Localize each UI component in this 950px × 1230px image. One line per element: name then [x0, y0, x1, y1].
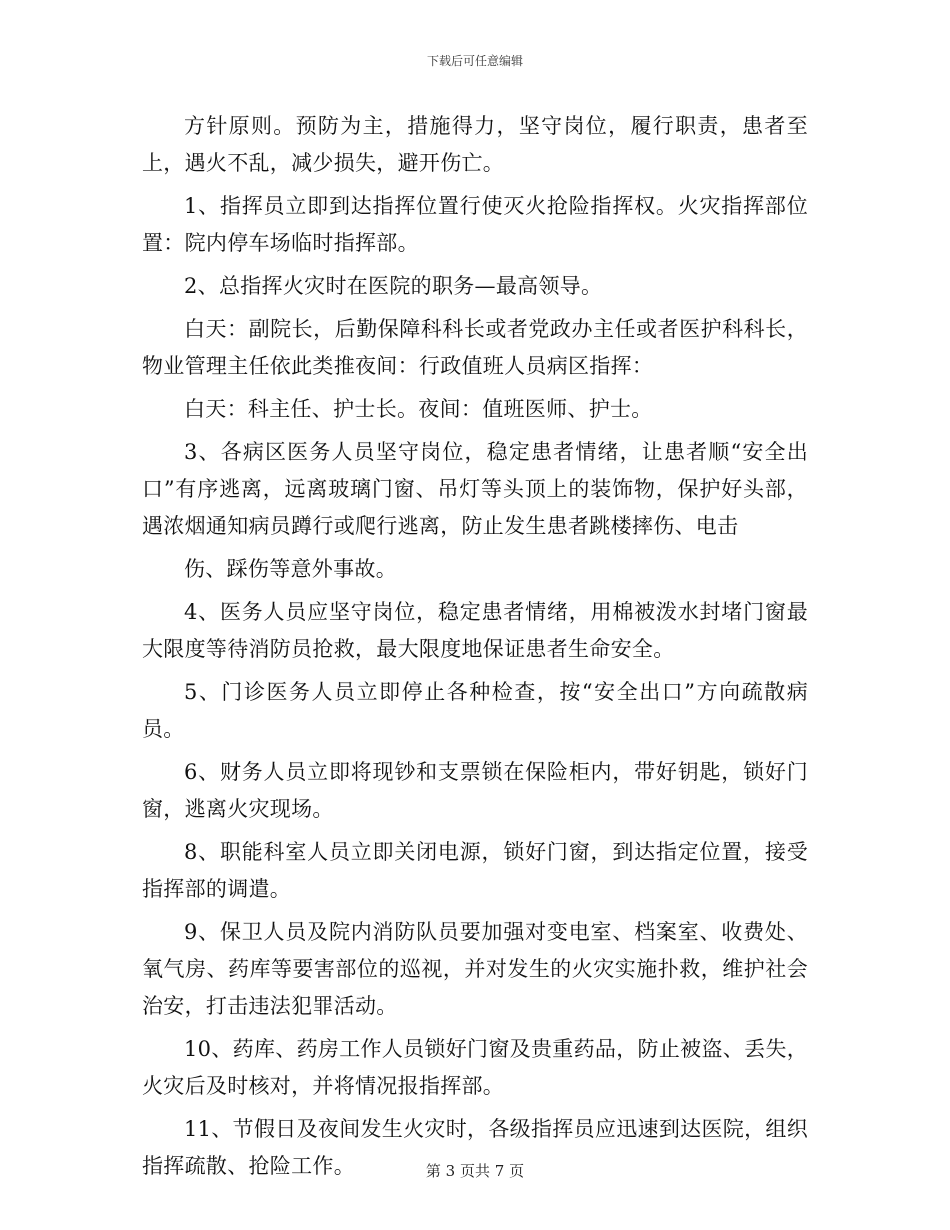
- paragraph-item-2: 2、总指挥火灾时在医院的职务—最高领导。: [184, 274, 603, 298]
- paragraph-item-8: 8、职能科室人员立即关闭电源，锁好门窗，到达指定位置，接受指挥部的调遣。: [142, 840, 808, 901]
- paragraph-item-5: 5、门诊医务人员立即停止各种检查，按“安全出口”方向疏散病员。: [142, 680, 808, 741]
- paragraph-item-3-continued: 伤、踩伤等意外事故。: [184, 557, 397, 581]
- document-body: [142, 108, 808, 1191]
- paragraph-item-4: 4、医务人员应坚守岗位，稳定患者情绪，用棉被泼水封堵门窗最大限度等待消防员抢救，最大限度地保证患者生命安全。: [142, 600, 808, 661]
- paragraph-principle: 方针原则。预防为主，措施得力，坚守岗位，履行职责，患者至上，遇火不乱，减少损失，避开伤亡。: [142, 114, 808, 175]
- paragraph-item-9: 9、保卫人员及院内消防队员要加强对变电室、档案室、收费处、氧气房、药库等要害部位的巡视，并对发生的火灾实施扑救，维护社会治安，打击违法犯罪活动。: [142, 920, 808, 1018]
- paragraph-item-6: 6、财务人员立即将现钞和支票锁在保险柜内，带好钥匙，锁好门窗，逃离火灾现场。: [142, 760, 808, 821]
- paragraph-item-1: 1、指挥员立即到达指挥位置行使灭火抢险指挥权。火灾指挥部位置：院内停车场临时指挥部。: [142, 194, 808, 255]
- page-header: 下载后可任意编辑: [426, 54, 523, 68]
- paragraph-ward-command: 白天：科主任、护士长。夜间：值班医师、护士。: [184, 397, 653, 421]
- page-footer: 第 3 页共 7 页: [425, 1162, 525, 1180]
- paragraph-item-11: 11、节假日及夜间发生火灾时，各级指挥员应迅速到达医院，组织指挥疏散、抢险工作。: [142, 1117, 808, 1178]
- paragraph-item-3: 3、各病区医务人员坚守岗位，稳定患者情绪，让患者顺“安全出口”有序逃离，远离玻璃门窗、吊灯等头顶上的装饰物，保护好头部，遇浓烟通知病员蹲行或爬行逃离，防止发生患者跳楼摔伤、电击: [142, 440, 808, 538]
- paragraph-daytime-command: 白天：副院长，后勤保障科科长或者党政办主任或者医护科科长，物业管理主任依此类推夜间：行政值班人员病区指挥：: [142, 317, 808, 378]
- paragraph-item-10: 10、药库、药房工作人员锁好门窗及贵重药品，防止被盗、丢失，火灾后及时核对，并将情况报指挥部。: [142, 1037, 808, 1098]
